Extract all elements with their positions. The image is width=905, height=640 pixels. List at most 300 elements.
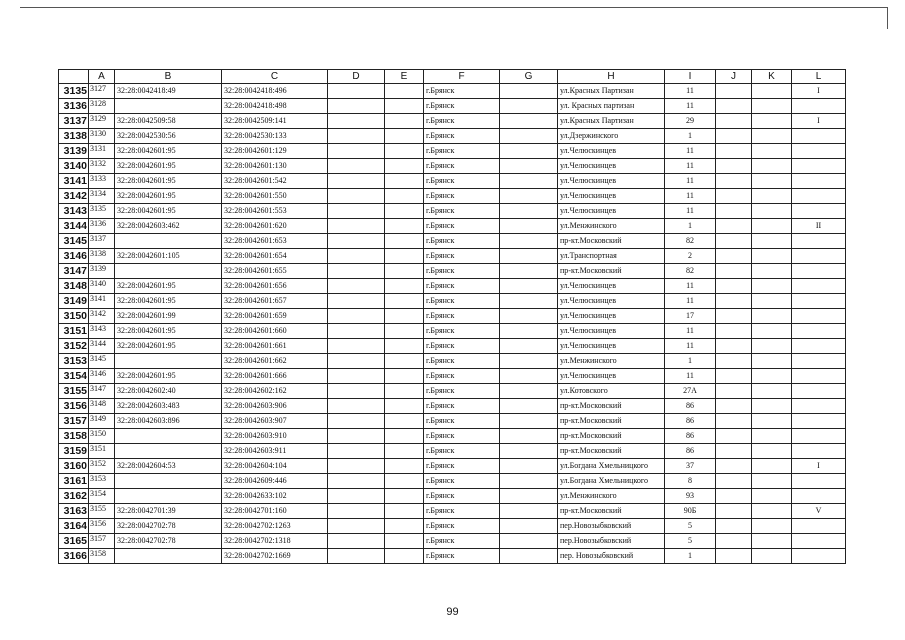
cell-l[interactable] (792, 444, 846, 459)
cell-l[interactable] (792, 534, 846, 549)
cell-f[interactable]: г.Брянск (424, 339, 500, 354)
cell-a[interactable]: 3153 (89, 474, 115, 489)
cell-c[interactable]: 32:28:0042601:550 (222, 189, 328, 204)
cell-f[interactable]: г.Брянск (424, 459, 500, 474)
cell-l[interactable] (792, 384, 846, 399)
cell-c[interactable]: 32:28:0042702:1318 (222, 534, 328, 549)
column-header-j[interactable]: J (716, 70, 752, 84)
cell-a[interactable]: 3151 (89, 444, 115, 459)
cell-l[interactable] (792, 354, 846, 369)
cell-i[interactable]: 2 (665, 249, 716, 264)
cell-a[interactable]: 3130 (89, 129, 115, 144)
cell-i[interactable]: 11 (665, 294, 716, 309)
cell-i[interactable]: 11 (665, 189, 716, 204)
cell-c[interactable]: 32:28:0042601:661 (222, 339, 328, 354)
cell-e[interactable] (385, 549, 424, 564)
cell-e[interactable] (385, 294, 424, 309)
row-number[interactable]: 3152 (59, 339, 89, 354)
row-number[interactable]: 3135 (59, 84, 89, 99)
cell-e[interactable] (385, 144, 424, 159)
cell-g[interactable] (500, 384, 558, 399)
cell-a[interactable]: 3141 (89, 294, 115, 309)
cell-i[interactable]: 86 (665, 444, 716, 459)
cell-k[interactable] (752, 279, 792, 294)
cell-d[interactable] (328, 519, 385, 534)
cell-c[interactable]: 32:28:0042609:446 (222, 474, 328, 489)
cell-a[interactable]: 3134 (89, 189, 115, 204)
cell-i[interactable]: 27А (665, 384, 716, 399)
cell-l[interactable] (792, 414, 846, 429)
cell-e[interactable] (385, 99, 424, 114)
corner-header[interactable] (59, 70, 89, 84)
cell-i[interactable]: 11 (665, 84, 716, 99)
cell-d[interactable] (328, 369, 385, 384)
row-number[interactable]: 3145 (59, 234, 89, 249)
cell-h[interactable]: пер.Новозыбковский (558, 534, 665, 549)
cell-a[interactable]: 3145 (89, 354, 115, 369)
column-header-f[interactable]: F (424, 70, 500, 84)
cell-f[interactable]: г.Брянск (424, 399, 500, 414)
cell-d[interactable] (328, 204, 385, 219)
cell-e[interactable] (385, 219, 424, 234)
cell-k[interactable] (752, 414, 792, 429)
cell-j[interactable] (716, 249, 752, 264)
cell-h[interactable]: пр-кт.Московский (558, 264, 665, 279)
cell-j[interactable] (716, 324, 752, 339)
cell-c[interactable]: 32:28:0042601:660 (222, 324, 328, 339)
cell-f[interactable]: г.Брянск (424, 204, 500, 219)
cell-l[interactable] (792, 129, 846, 144)
cell-i[interactable]: 1 (665, 354, 716, 369)
cell-l[interactable]: II (792, 219, 846, 234)
cell-d[interactable] (328, 129, 385, 144)
cell-k[interactable] (752, 369, 792, 384)
cell-d[interactable] (328, 459, 385, 474)
cell-e[interactable] (385, 234, 424, 249)
cell-l[interactable] (792, 339, 846, 354)
cell-k[interactable] (752, 519, 792, 534)
cell-h[interactable]: ул.Котовского (558, 384, 665, 399)
cell-i[interactable]: 11 (665, 339, 716, 354)
cell-i[interactable]: 93 (665, 489, 716, 504)
row-number[interactable]: 3139 (59, 144, 89, 159)
cell-j[interactable] (716, 114, 752, 129)
cell-b[interactable]: 32:28:0042601:95 (115, 294, 222, 309)
cell-l[interactable] (792, 369, 846, 384)
cell-h[interactable]: пр-кт.Московский (558, 429, 665, 444)
cell-h[interactable]: ул.Дзержинского (558, 129, 665, 144)
cell-e[interactable] (385, 534, 424, 549)
cell-e[interactable] (385, 339, 424, 354)
cell-i[interactable]: 1 (665, 129, 716, 144)
cell-f[interactable]: г.Брянск (424, 144, 500, 159)
cell-l[interactable] (792, 309, 846, 324)
cell-a[interactable]: 3149 (89, 414, 115, 429)
row-number[interactable]: 3142 (59, 189, 89, 204)
cell-e[interactable] (385, 279, 424, 294)
cell-i[interactable]: 11 (665, 99, 716, 114)
cell-l[interactable]: I (792, 84, 846, 99)
cell-i[interactable]: 11 (665, 159, 716, 174)
row-number[interactable]: 3141 (59, 174, 89, 189)
cell-e[interactable] (385, 519, 424, 534)
cell-g[interactable] (500, 234, 558, 249)
cell-b[interactable]: 32:28:0042601:95 (115, 204, 222, 219)
cell-e[interactable] (385, 429, 424, 444)
cell-e[interactable] (385, 489, 424, 504)
cell-a[interactable]: 3157 (89, 534, 115, 549)
row-number[interactable]: 3151 (59, 324, 89, 339)
cell-j[interactable] (716, 279, 752, 294)
cell-d[interactable] (328, 144, 385, 159)
cell-i[interactable]: 1 (665, 549, 716, 564)
cell-h[interactable]: ул.Челюскинцев (558, 324, 665, 339)
cell-j[interactable] (716, 144, 752, 159)
cell-a[interactable]: 3139 (89, 264, 115, 279)
cell-k[interactable] (752, 399, 792, 414)
cell-l[interactable] (792, 429, 846, 444)
cell-c[interactable]: 32:28:0042601:620 (222, 219, 328, 234)
row-number[interactable]: 3157 (59, 414, 89, 429)
cell-j[interactable] (716, 84, 752, 99)
cell-k[interactable] (752, 84, 792, 99)
cell-a[interactable]: 3156 (89, 519, 115, 534)
cell-b[interactable] (115, 429, 222, 444)
cell-d[interactable] (328, 339, 385, 354)
column-header-e[interactable]: E (385, 70, 424, 84)
cell-h[interactable]: ул.Красных Партизан (558, 114, 665, 129)
cell-c[interactable]: 32:28:0042601:655 (222, 264, 328, 279)
cell-e[interactable] (385, 309, 424, 324)
cell-f[interactable]: г.Брянск (424, 219, 500, 234)
cell-h[interactable]: ул.Челюскинцев (558, 159, 665, 174)
cell-h[interactable]: пр-кт.Московский (558, 414, 665, 429)
cell-j[interactable] (716, 204, 752, 219)
cell-a[interactable]: 3140 (89, 279, 115, 294)
cell-l[interactable]: V (792, 504, 846, 519)
cell-b[interactable]: 32:28:0042509:58 (115, 114, 222, 129)
cell-e[interactable] (385, 474, 424, 489)
cell-e[interactable] (385, 399, 424, 414)
cell-c[interactable]: 32:28:0042601:130 (222, 159, 328, 174)
cell-a[interactable]: 3152 (89, 459, 115, 474)
cell-b[interactable]: 32:28:0042601:95 (115, 279, 222, 294)
cell-b[interactable]: 32:28:0042601:95 (115, 144, 222, 159)
cell-c[interactable]: 32:28:0042601:553 (222, 204, 328, 219)
cell-d[interactable] (328, 489, 385, 504)
cell-a[interactable]: 3142 (89, 309, 115, 324)
cell-l[interactable]: I (792, 459, 846, 474)
cell-f[interactable]: г.Брянск (424, 534, 500, 549)
cell-f[interactable]: г.Брянск (424, 429, 500, 444)
row-number[interactable]: 3162 (59, 489, 89, 504)
cell-e[interactable] (385, 324, 424, 339)
cell-j[interactable] (716, 129, 752, 144)
row-number[interactable]: 3150 (59, 309, 89, 324)
cell-g[interactable] (500, 189, 558, 204)
row-number[interactable]: 3166 (59, 549, 89, 564)
cell-g[interactable] (500, 309, 558, 324)
cell-k[interactable] (752, 99, 792, 114)
cell-e[interactable] (385, 504, 424, 519)
cell-j[interactable] (716, 384, 752, 399)
cell-c[interactable]: 32:28:0042601:654 (222, 249, 328, 264)
cell-h[interactable]: ул.Челюскинцев (558, 204, 665, 219)
cell-d[interactable] (328, 504, 385, 519)
cell-d[interactable] (328, 474, 385, 489)
cell-a[interactable]: 3150 (89, 429, 115, 444)
cell-i[interactable]: 17 (665, 309, 716, 324)
cell-c[interactable]: 32:28:0042603:906 (222, 399, 328, 414)
cell-g[interactable] (500, 144, 558, 159)
cell-e[interactable] (385, 384, 424, 399)
cell-b[interactable]: 32:28:0042604:53 (115, 459, 222, 474)
cell-g[interactable] (500, 519, 558, 534)
cell-k[interactable] (752, 324, 792, 339)
cell-f[interactable]: г.Брянск (424, 249, 500, 264)
cell-i[interactable]: 11 (665, 174, 716, 189)
cell-k[interactable] (752, 294, 792, 309)
cell-b[interactable]: 32:28:0042702:78 (115, 519, 222, 534)
cell-d[interactable] (328, 354, 385, 369)
cell-d[interactable] (328, 534, 385, 549)
cell-l[interactable] (792, 204, 846, 219)
cell-a[interactable]: 3144 (89, 339, 115, 354)
cell-k[interactable] (752, 444, 792, 459)
cell-k[interactable] (752, 174, 792, 189)
cell-l[interactable] (792, 549, 846, 564)
cell-k[interactable] (752, 219, 792, 234)
cell-i[interactable]: 82 (665, 234, 716, 249)
cell-d[interactable] (328, 84, 385, 99)
cell-k[interactable] (752, 264, 792, 279)
cell-a[interactable]: 3128 (89, 99, 115, 114)
cell-h[interactable]: ул.Челюскинцев (558, 279, 665, 294)
cell-c[interactable]: 32:28:0042418:496 (222, 84, 328, 99)
row-number[interactable]: 3147 (59, 264, 89, 279)
cell-h[interactable]: ул.Менжинского (558, 219, 665, 234)
cell-l[interactable] (792, 294, 846, 309)
cell-k[interactable] (752, 159, 792, 174)
cell-g[interactable] (500, 174, 558, 189)
cell-c[interactable]: 32:28:0042603:907 (222, 414, 328, 429)
cell-i[interactable]: 82 (665, 264, 716, 279)
row-number[interactable]: 3163 (59, 504, 89, 519)
cell-c[interactable]: 32:28:0042601:542 (222, 174, 328, 189)
cell-b[interactable]: 32:28:0042601:95 (115, 174, 222, 189)
cell-g[interactable] (500, 249, 558, 264)
cell-j[interactable] (716, 459, 752, 474)
cell-h[interactable]: пр-кт.Московский (558, 504, 665, 519)
cell-g[interactable] (500, 219, 558, 234)
cell-h[interactable]: ул.Менжинского (558, 354, 665, 369)
cell-h[interactable]: ул. Красных партизан (558, 99, 665, 114)
cell-g[interactable] (500, 474, 558, 489)
column-header-a[interactable]: A (89, 70, 115, 84)
cell-e[interactable] (385, 414, 424, 429)
cell-f[interactable]: г.Брянск (424, 309, 500, 324)
column-header-h[interactable]: H (558, 70, 665, 84)
cell-c[interactable]: 32:28:0042702:1263 (222, 519, 328, 534)
cell-f[interactable]: г.Брянск (424, 129, 500, 144)
column-header-i[interactable]: I (665, 70, 716, 84)
cell-g[interactable] (500, 534, 558, 549)
cell-f[interactable]: г.Брянск (424, 519, 500, 534)
cell-f[interactable]: г.Брянск (424, 489, 500, 504)
cell-i[interactable]: 11 (665, 144, 716, 159)
cell-h[interactable]: пр-кт.Московский (558, 444, 665, 459)
cell-l[interactable] (792, 144, 846, 159)
cell-c[interactable]: 32:28:0042701:160 (222, 504, 328, 519)
cell-h[interactable]: ул.Менжинского (558, 489, 665, 504)
cell-c[interactable]: 32:28:0042603:910 (222, 429, 328, 444)
cell-i[interactable]: 11 (665, 279, 716, 294)
cell-d[interactable] (328, 234, 385, 249)
cell-f[interactable]: г.Брянск (424, 174, 500, 189)
row-number[interactable]: 3160 (59, 459, 89, 474)
cell-d[interactable] (328, 249, 385, 264)
cell-e[interactable] (385, 114, 424, 129)
cell-f[interactable]: г.Брянск (424, 99, 500, 114)
cell-g[interactable] (500, 549, 558, 564)
cell-b[interactable]: 32:28:0042701:39 (115, 504, 222, 519)
cell-i[interactable]: 86 (665, 429, 716, 444)
cell-d[interactable] (328, 174, 385, 189)
cell-k[interactable] (752, 144, 792, 159)
column-header-l[interactable]: L (792, 70, 846, 84)
cell-a[interactable]: 3146 (89, 369, 115, 384)
cell-a[interactable]: 3148 (89, 399, 115, 414)
cell-g[interactable] (500, 294, 558, 309)
cell-i[interactable]: 8 (665, 474, 716, 489)
cell-c[interactable]: 32:28:0042633:102 (222, 489, 328, 504)
cell-c[interactable]: 32:28:0042601:666 (222, 369, 328, 384)
cell-j[interactable] (716, 429, 752, 444)
cell-g[interactable] (500, 414, 558, 429)
cell-f[interactable]: г.Брянск (424, 294, 500, 309)
cell-b[interactable]: 32:28:0042418:49 (115, 84, 222, 99)
cell-a[interactable]: 3154 (89, 489, 115, 504)
cell-e[interactable] (385, 459, 424, 474)
cell-b[interactable]: 32:28:0042601:95 (115, 369, 222, 384)
row-number[interactable]: 3138 (59, 129, 89, 144)
column-header-k[interactable]: K (752, 70, 792, 84)
cell-k[interactable] (752, 504, 792, 519)
cell-d[interactable] (328, 444, 385, 459)
cell-i[interactable]: 37 (665, 459, 716, 474)
cell-g[interactable] (500, 339, 558, 354)
cell-f[interactable]: г.Брянск (424, 159, 500, 174)
cell-j[interactable] (716, 234, 752, 249)
cell-b[interactable] (115, 99, 222, 114)
cell-l[interactable] (792, 324, 846, 339)
cell-k[interactable] (752, 354, 792, 369)
cell-b[interactable]: 32:28:0042603:483 (115, 399, 222, 414)
cell-k[interactable] (752, 204, 792, 219)
cell-b[interactable]: 32:28:0042603:896 (115, 414, 222, 429)
cell-j[interactable] (716, 519, 752, 534)
cell-j[interactable] (716, 159, 752, 174)
cell-l[interactable] (792, 249, 846, 264)
cell-c[interactable]: 32:28:0042603:911 (222, 444, 328, 459)
cell-j[interactable] (716, 99, 752, 114)
cell-d[interactable] (328, 294, 385, 309)
cell-d[interactable] (328, 549, 385, 564)
cell-h[interactable]: ул.Челюскинцев (558, 294, 665, 309)
cell-h[interactable]: ул.Челюскинцев (558, 144, 665, 159)
cell-k[interactable] (752, 474, 792, 489)
cell-c[interactable]: 32:28:0042509:141 (222, 114, 328, 129)
cell-d[interactable] (328, 264, 385, 279)
cell-g[interactable] (500, 279, 558, 294)
cell-d[interactable] (328, 384, 385, 399)
row-number[interactable]: 3156 (59, 399, 89, 414)
cell-g[interactable] (500, 444, 558, 459)
cell-e[interactable] (385, 204, 424, 219)
cell-d[interactable] (328, 309, 385, 324)
cell-a[interactable]: 3132 (89, 159, 115, 174)
cell-j[interactable] (716, 174, 752, 189)
cell-e[interactable] (385, 159, 424, 174)
cell-b[interactable]: 32:28:0042601:95 (115, 159, 222, 174)
cell-i[interactable]: 5 (665, 519, 716, 534)
cell-c[interactable]: 32:28:0042418:498 (222, 99, 328, 114)
cell-b[interactable]: 32:28:0042601:95 (115, 324, 222, 339)
cell-c[interactable]: 32:28:0042530:133 (222, 129, 328, 144)
cell-j[interactable] (716, 444, 752, 459)
cell-d[interactable] (328, 219, 385, 234)
cell-f[interactable]: г.Брянск (424, 234, 500, 249)
cell-a[interactable]: 3129 (89, 114, 115, 129)
cell-g[interactable] (500, 99, 558, 114)
row-number[interactable]: 3159 (59, 444, 89, 459)
cell-k[interactable] (752, 459, 792, 474)
row-number[interactable]: 3143 (59, 204, 89, 219)
cell-a[interactable]: 3158 (89, 549, 115, 564)
cell-i[interactable]: 86 (665, 399, 716, 414)
cell-d[interactable] (328, 159, 385, 174)
cell-j[interactable] (716, 549, 752, 564)
cell-b[interactable] (115, 234, 222, 249)
cell-k[interactable] (752, 489, 792, 504)
cell-b[interactable] (115, 474, 222, 489)
cell-i[interactable]: 86 (665, 414, 716, 429)
cell-l[interactable] (792, 519, 846, 534)
cell-g[interactable] (500, 159, 558, 174)
cell-f[interactable]: г.Брянск (424, 114, 500, 129)
cell-g[interactable] (500, 369, 558, 384)
cell-e[interactable] (385, 129, 424, 144)
cell-d[interactable] (328, 114, 385, 129)
cell-j[interactable] (716, 309, 752, 324)
cell-e[interactable] (385, 369, 424, 384)
cell-l[interactable] (792, 234, 846, 249)
cell-j[interactable] (716, 489, 752, 504)
cell-b[interactable] (115, 489, 222, 504)
column-header-b[interactable]: B (115, 70, 222, 84)
cell-k[interactable] (752, 249, 792, 264)
row-number[interactable]: 3165 (59, 534, 89, 549)
cell-c[interactable]: 32:28:0042601:653 (222, 234, 328, 249)
cell-h[interactable]: пр-кт.Московский (558, 234, 665, 249)
row-number[interactable]: 3155 (59, 384, 89, 399)
cell-a[interactable]: 3133 (89, 174, 115, 189)
cell-k[interactable] (752, 549, 792, 564)
cell-f[interactable]: г.Брянск (424, 474, 500, 489)
cell-b[interactable]: 32:28:0042603:462 (115, 219, 222, 234)
cell-b[interactable]: 32:28:0042601:95 (115, 189, 222, 204)
cell-h[interactable]: ул.Богдана Хмельницкого (558, 474, 665, 489)
